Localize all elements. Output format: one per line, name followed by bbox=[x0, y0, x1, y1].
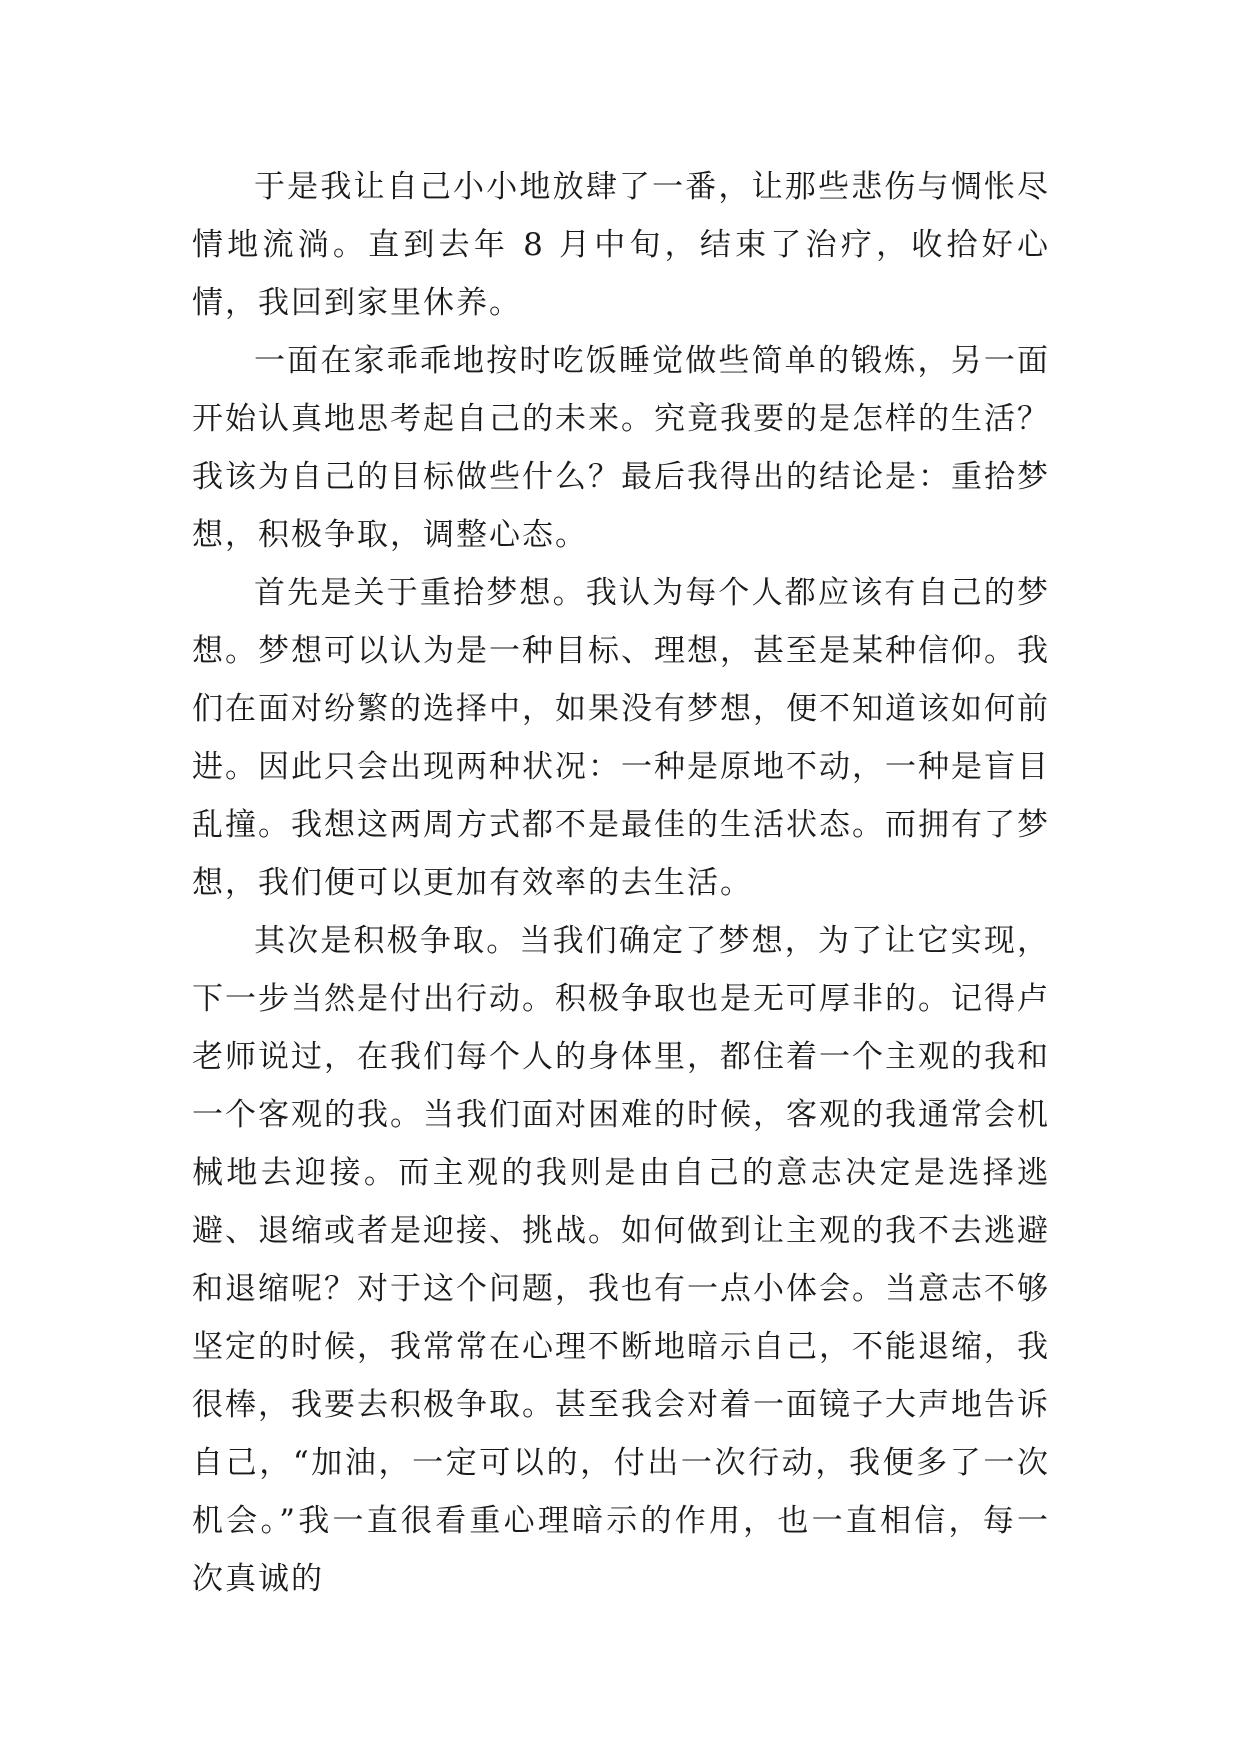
paragraph-3: 首先是关于重拾梦想。我认为每个人都应该有自己的梦想。梦想可以认为是一种目标、理想，甚至是某种信仰。我们在面对纷繁的选择中，如果没有梦想，便不知道该如何前进。因此只会出现两种状况：一种是原地不动，一种是盲目乱撞。我想这两周方式都不是最佳的生活状态。而拥有了梦想，我们便可以更加有效率的去生活。 bbox=[192, 575, 1050, 901]
paragraph-2: 一面在家乖乖地按时吃饭睡觉做些简单的锻炼，另一面开始认真地思考起自己的未来。究竟我要的是怎样的生活？我该为自己的目标做些什么？最后我得出的结论是：重拾梦想，积极争取，调整心态。 bbox=[192, 343, 1050, 553]
paragraph-4: 其次是积极争取。当我们确定了梦想，为了让它实现，下一步当然是付出行动。积极争取也是无可厚非的。记得卢老师说过，在我们每个人的身体里，都住着一个主观的我和一个客观的我。当我们面对困难的时候，客观的我通常会机械地去迎接。而主观的我则是由自己的意志决定是选择逃避、退缩或者是迎接、挑战。如何做到让主观的我不去逃避和退缩呢？对于这个问题，我也有一点小体会。当意志不够坚定的时候，我常常在心理不断地暗示自己，不能退缩，我很棒，我要去积极争取。甚至我会对着一面镜子大声地告诉自己，“加油，一定可以的，付出一次行动，我便多了一次机会。”我一直很看重心理暗示的作用，也一直相信，每一次真诚的 bbox=[192, 923, 1050, 1597]
paragraph-1: 于是我让自己小小地放肆了一番，让那些悲伤与惆怅尽情地流淌。直到去年 8 月中旬，结束了治疗，收拾好心情，我回到家里休养。 bbox=[192, 169, 1050, 321]
document-body bbox=[192, 158, 1050, 1608]
